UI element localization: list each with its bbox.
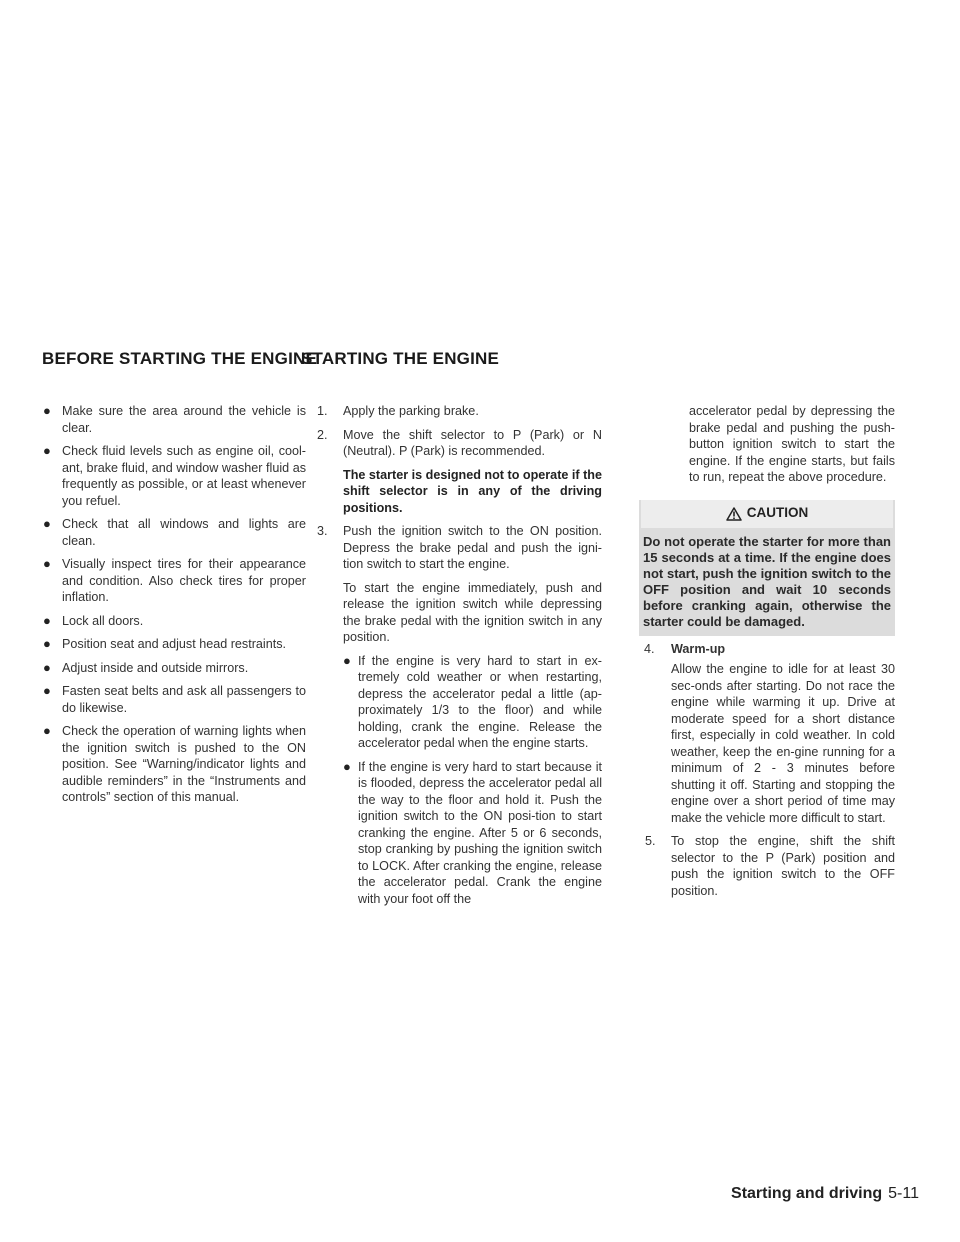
step-4-title: 4. Warm-up xyxy=(644,641,726,656)
step-2: 2. Move the shift selector to P (Park) or N (Neutral). P (Park) is recommended. xyxy=(317,427,602,458)
bullet-dot-icon: ● xyxy=(43,636,51,651)
caution-title: CAUTION xyxy=(746,505,809,521)
checklist-item: ● Adjust inside and outside mirrors. xyxy=(43,659,249,675)
caution-text: Do not operate the starter for more than 15 seconds at a time. If the engine does not start, push the ignition switch to the OFF position and wait 10 seconds before cranking again, otherwise the starter could be damaged. xyxy=(643,533,891,629)
checklist-item: ● Lock all doors. xyxy=(43,612,144,628)
bullet-dot-icon: ● xyxy=(43,516,51,531)
page-footer xyxy=(700,1185,919,1203)
bullet-dot-icon: ● xyxy=(43,443,51,458)
checklist-item: ● Check fluid levels such as engine oil, cool-ant, brake fluid, and window washer fluid as frequently as possible, or at least whenever you refuel. xyxy=(43,443,306,508)
page-number: 5-11 xyxy=(888,1185,919,1202)
before-starting-column xyxy=(42,403,306,813)
checklist-item: ● Check that all windows and lights are clean. xyxy=(43,516,306,548)
bullet-dot-icon: ● xyxy=(43,612,51,628)
section-heading-starting: STARTING THE ENGINE xyxy=(301,349,500,368)
checklist-item: ● Position seat and adjust head restraints. xyxy=(43,636,287,651)
bullet-dot-icon: ● xyxy=(43,683,51,698)
checklist-item: ● Check the operation of warning lights when the ignition switch is pushed to the ON position. See “Warning/indicator lights and audible reminders” in the “Instruments and controls” section of this manual. xyxy=(43,723,306,804)
starting-column-2 xyxy=(641,403,895,906)
step-3: 3. Push the ignition switch to the ON position. Depress the brake pedal and push the igni-tion switch to start the engine. xyxy=(317,524,602,571)
section-heading-before-starting: BEFORE STARTING THE ENGINE xyxy=(42,349,318,368)
bullet-dot-icon: ● xyxy=(43,556,51,571)
warning-triangle-icon xyxy=(726,507,742,521)
checklist-item: ● Make sure the area around the vehicle is clear. xyxy=(43,403,306,435)
footer-section-name: Starting and driving xyxy=(731,1185,883,1202)
caution-box xyxy=(639,500,895,636)
step-3-bullet-cold: ● If the engine is very hard to start in ex-tremely cold weather or when restarting, depress the accelerator pedal a little (ap-proximately 1/3 to the floor) and while holding, crank the engine. Release the accelerator pedal when the engine starts. xyxy=(343,652,602,750)
checklist-item: ● Visually inspect tires for their appearance and condition. Also check tires for proper inflation. xyxy=(43,556,306,604)
step-2-note: The starter is designed not to operate if the shift selector is in any of the driving positions. xyxy=(343,467,602,515)
bullet-dot-icon: ● xyxy=(343,652,351,668)
step-4-text: Allow the engine to idle for at least 30 sec-onds after starting. Do not race the engine while warming it up. Drive at moderate speed for a short distance first, especially in cold weather. In cold weather, keep the en-gine running for a minimum of 2 - 3 minutes before shutting it off. Starting and stopping the engine over a short period of time may make the vehicle more difficult to start. xyxy=(671,662,895,825)
bullet-dot-icon: ● xyxy=(43,403,51,418)
step-1: 1. Apply the parking brake. xyxy=(317,404,479,418)
bullet-dot-icon: ● xyxy=(43,659,51,675)
caution-header xyxy=(641,500,893,528)
bullet-dot-icon: ● xyxy=(343,758,351,774)
step-3-bullet-flooded-continued: accelerator pedal by depressing the brake pedal and pushing the push-button ignition switch to start the engine. If the engine starts, but fails to run, repeat the above procedure. xyxy=(689,404,895,484)
starting-column-1 xyxy=(313,403,602,914)
step-5: 5. To stop the engine, shift the shift selector to the P (Park) position and push the ignition switch to the OFF position. xyxy=(645,834,895,898)
bullet-dot-icon: ● xyxy=(43,723,51,738)
step-3-bullet-flooded: ● If the engine is very hard to start because it is flooded, depress the accelerator pedal all the way to the floor and hold it. Push the ignition switch to the ON posi-tion to start cranking the engine. After 5 or 6 seconds, stop cranking by pushing the ignition switch to LOCK. After cranking the engine, release the accelerator pedal. Crank the engine with your foot off the xyxy=(343,758,602,906)
step-3-paragraph: To start the engine immediately, push and release the ignition switch while depressing the brake pedal with the ignition switch in any position. xyxy=(343,580,602,644)
checklist-item: ● Fasten seat belts and ask all passengers to do likewise. xyxy=(43,683,306,715)
